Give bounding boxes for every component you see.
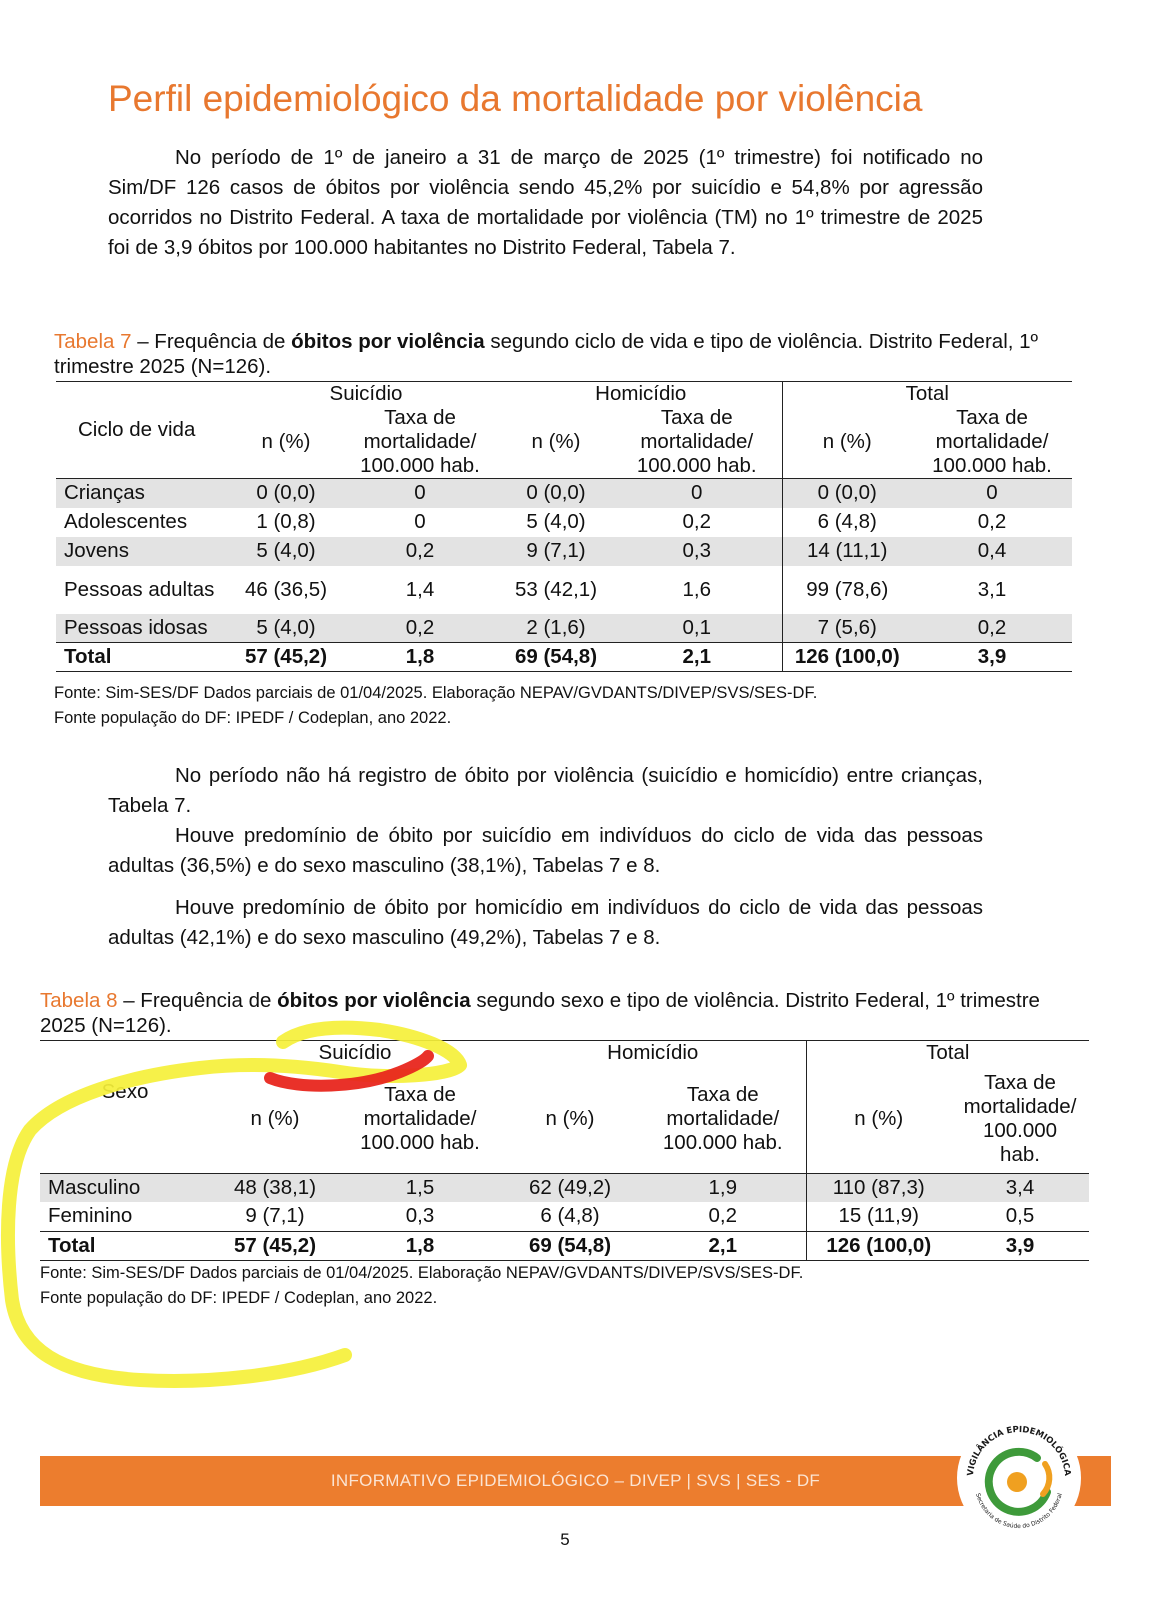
cell: 0,2: [912, 614, 1072, 643]
cell: 0: [340, 479, 500, 508]
cell: 15 (11,9): [838, 1204, 920, 1228]
cell: 0: [612, 479, 782, 508]
table7-caption: [54, 329, 1069, 379]
cell: 0,2: [340, 614, 500, 643]
cell: 5 (4,0): [232, 614, 340, 643]
cell: 9 (7,1): [245, 1204, 305, 1228]
table8-col-rate: Taxa de mortalidade/ 100.000 hab.: [340, 1065, 500, 1173]
cell: 3,9: [912, 643, 1072, 672]
row-label: Feminino: [48, 1204, 133, 1228]
logo-text-top: VIGILÂNCIA EPIDEMIOLÓGICA: [965, 1424, 1073, 1477]
table7-caption-post: segundo ciclo de vida e tipo de violência. Distrito Federal, 1º trimestre 2025 (N=126).: [54, 330, 1039, 378]
table-row: [56, 614, 1072, 643]
table-row: [40, 1173, 1089, 1202]
row-label: Crianças: [56, 479, 232, 508]
cell: 1,8: [340, 643, 500, 672]
cell: 3,1: [977, 577, 1007, 601]
cell: 0,4: [912, 537, 1072, 566]
table7-header-ciclo: Ciclo de vida: [56, 382, 232, 479]
table7-source: Fonte: Sim-SES/DF Dados parciais de 01/04/2025. Elaboração NEPAV/GVDANTS/DIVEP/SVS/SES-DF. Fonte população do DF: IPEDF / Codeplan, ano 2022.: [54, 684, 818, 727]
table8-caption-bold: óbitos por violência: [277, 989, 471, 1012]
cell: 0,2: [340, 537, 500, 566]
intro-paragraph: [108, 143, 983, 263]
cell: 6 (4,8): [817, 510, 877, 533]
cell: 0 (0,0): [232, 479, 340, 508]
page-number: 5: [560, 1530, 570, 1549]
paragraph-homicidio: [108, 893, 983, 953]
cell: 7 (5,6): [782, 614, 912, 643]
cell: 0,3: [405, 1204, 435, 1228]
cell: 53 (42,1): [514, 577, 598, 601]
table7-col-n: n (%): [782, 406, 912, 479]
table7-header-suicidio: Suicídio: [232, 382, 500, 407]
table-row: [56, 537, 1072, 566]
table8-label: Tabela 8: [40, 989, 118, 1012]
cell: 1,5: [340, 1173, 500, 1202]
paragraph-text: Houve predomínio de óbito por suicídio em indivíduos do ciclo de vida das pessoas adultas (36,5%) e do sexo masculino (38,1%), Tabelas 7 e 8.: [108, 824, 983, 877]
cell: 0: [414, 510, 426, 533]
page-title: Perfil epidemiológico da mortalidade por violência: [108, 78, 923, 119]
cell: 69 (54,8): [500, 643, 612, 672]
intro-paragraph-text: No período de 1º de janeiro a 31 de março de 2025 (1º trimestre) foi notificado no Sim/DF 126 casos de óbitos por violência sendo 45,2% por suicídio e 54,8% por agressão ocorridos no Distrito Federal. A taxa de mortalidade por violência (TM) no 1º trimestre de 2025 foi de 3,9 óbitos por 100.000 habitantes no Distrito Federal, Tabela 7.: [108, 146, 983, 259]
cell: 1,4: [405, 577, 435, 601]
vigilancia-logo: [955, 1414, 1083, 1542]
table8-col-rate: Taxa de mortalidade/ 100.000 hab.: [640, 1065, 806, 1173]
logo-text-bottom: Secretaria de Saúde do Distrito Federal: [974, 1492, 1064, 1531]
table8-col-n: n (%): [210, 1065, 340, 1173]
table8-header-homicidio: Homicídio: [500, 1041, 806, 1066]
cell: 62 (49,2): [500, 1173, 640, 1202]
table7-header-total: Total: [782, 382, 1072, 407]
table8-source: Fonte: Sim-SES/DF Dados parciais de 01/04/2025. Elaboração NEPAV/GVDANTS/DIVEP/SVS/SES-DF. Fonte população do DF: IPEDF / Codeplan, ano 2022.: [40, 1264, 804, 1307]
table8-header-sexo: Sexo: [40, 1041, 210, 1174]
cell: 110 (87,3): [806, 1173, 951, 1202]
cell: 3,4: [951, 1173, 1089, 1202]
table7-label: Tabela 7: [54, 330, 132, 353]
row-label: Total: [56, 643, 232, 672]
table7-caption-bold: óbitos por violência: [291, 330, 485, 353]
cell: 57 (45,2): [232, 643, 340, 672]
table8-caption-pre: – Frequência de: [117, 989, 278, 1012]
table-row-total: [40, 1231, 1089, 1260]
cell: 69 (54,8): [500, 1231, 640, 1260]
cell: 0 (0,0): [782, 479, 912, 508]
table7-col-rate: Taxa de mortalidade/ 100.000 hab.: [340, 406, 500, 479]
cell: 6 (4,8): [540, 1204, 600, 1228]
table7-col-rate: Taxa de mortalidade/ 100.000 hab.: [612, 406, 782, 479]
cell: 14 (11,1): [782, 537, 912, 566]
cell: 126 (100,0): [806, 1231, 951, 1260]
cell: 99 (78,6): [806, 577, 889, 601]
cell: 0,3: [612, 537, 782, 566]
table8-col-n: n (%): [500, 1065, 640, 1173]
table-row: [56, 566, 1072, 614]
cell: 5 (4,0): [526, 510, 586, 533]
table8-caption: [40, 988, 1090, 1038]
cell: 5 (4,0): [232, 537, 340, 566]
cell: 0 (0,0): [500, 479, 612, 508]
row-label: Pessoas adultas: [64, 577, 215, 601]
cell: 0,2: [640, 1202, 806, 1231]
table8-col-n: n (%): [806, 1065, 951, 1173]
table7-header-homicidio: Homicídio: [500, 382, 782, 407]
cell: 1 (0,8): [256, 510, 316, 533]
table8-col-rate-total: Taxa de mortalidade/ 100.000 hab.: [951, 1065, 1089, 1173]
table7-caption-pre: – Frequência de: [131, 330, 292, 353]
cell: 0,1: [612, 614, 782, 643]
paragraph-criancas: [108, 761, 983, 821]
cell: 9 (7,1): [500, 537, 612, 566]
cell: 46 (36,5): [244, 577, 328, 601]
footer-text: INFORMATIVO EPIDEMIOLÓGICO – DIVEP | SVS | SES - DF: [330, 1471, 821, 1490]
table8: [40, 1040, 1089, 1261]
table8-caption-post: segundo sexo e tipo de violência. Distrito Federal, 1º trimestre 2025 (N=126).: [40, 989, 1040, 1037]
row-label: Total: [40, 1231, 210, 1260]
cell: 2 (1,6): [500, 614, 612, 643]
paragraph-text: Houve predomínio de óbito por homicídio em indivíduos do ciclo de vida das pessoas adultas (42,1%) e do sexo masculino (49,2%), Tabelas 7 e 8.: [108, 896, 983, 949]
row-label: Masculino: [40, 1173, 210, 1202]
cell: 0,2: [612, 508, 782, 537]
cell: 1,9: [640, 1173, 806, 1202]
cell: 1,6: [612, 566, 782, 614]
table-row: [56, 479, 1072, 508]
table8-header-total: Total: [806, 1041, 1089, 1066]
paragraph-suicidio: [108, 821, 983, 881]
cell: 0,5: [1005, 1204, 1035, 1228]
cell: 48 (38,1): [210, 1173, 340, 1202]
row-label: Jovens: [56, 537, 232, 566]
table7-col-n: n (%): [232, 406, 340, 479]
paragraph-text: No período não há registro de óbito por violência (suicídio e homicídio) entre crianças, Tabela 7.: [108, 764, 983, 817]
cell: 126 (100,0): [782, 643, 912, 672]
table7-col-n: n (%): [500, 406, 612, 479]
cell: 2,1: [640, 1231, 806, 1260]
cell: 1,8: [340, 1231, 500, 1260]
cell: 0,2: [977, 510, 1007, 533]
table-row-total: [56, 643, 1072, 672]
cell: 2,1: [612, 643, 782, 672]
row-label: Pessoas idosas: [56, 614, 232, 643]
table-row: [40, 1202, 1089, 1231]
cell: 0: [912, 479, 1072, 508]
cell: 57 (45,2): [210, 1231, 340, 1260]
footer-bar: [40, 1456, 1111, 1506]
row-label: Adolescentes: [64, 510, 188, 533]
table7: [56, 381, 1072, 672]
table7-col-rate: Taxa de mortalidade/ 100.000 hab.: [912, 406, 1072, 479]
table-row: [56, 508, 1072, 537]
cell: 3,9: [951, 1231, 1089, 1260]
table8-header-suicidio: Suicídio: [210, 1041, 500, 1066]
